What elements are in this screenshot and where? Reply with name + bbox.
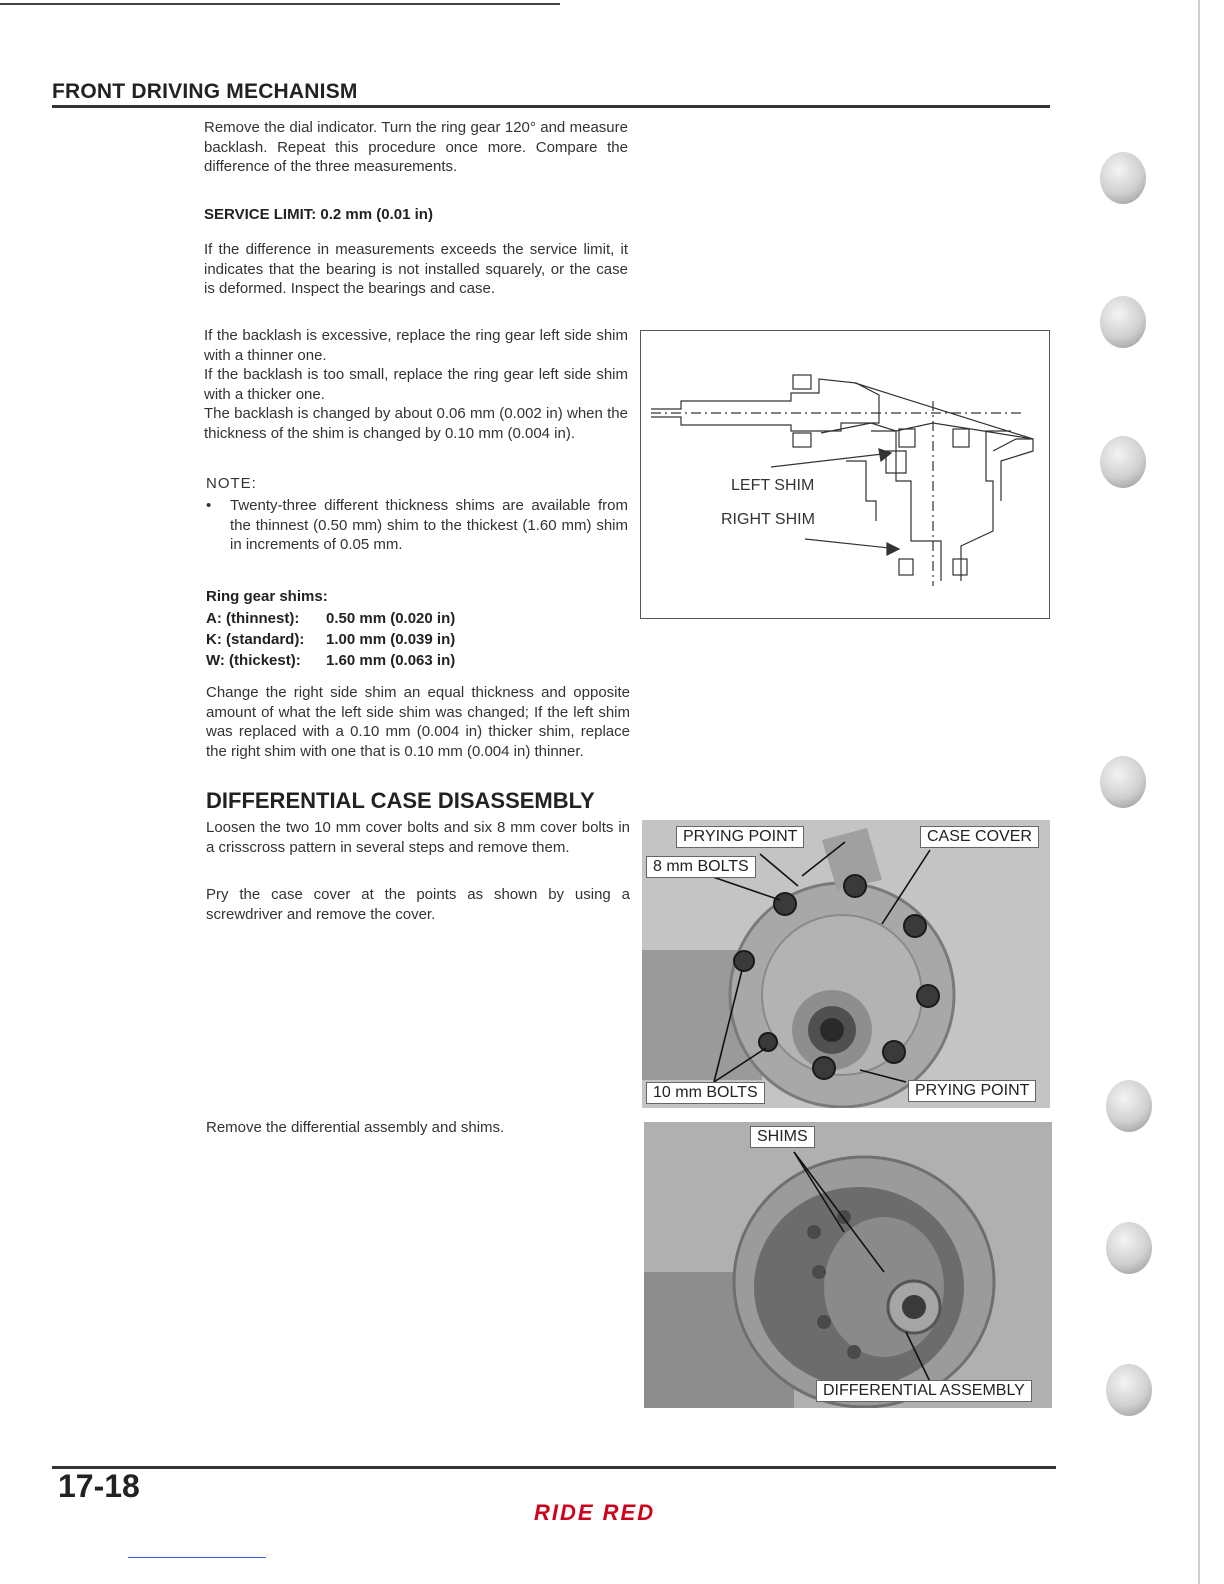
shim-row <box>206 608 455 629</box>
paragraph-remove-differential: Remove the differential assembly and shims. <box>206 1119 505 1136</box>
shims-label: SHIMS <box>750 1126 815 1148</box>
page-number: 17-18 <box>58 1468 140 1504</box>
paragraph-backlash-small: If the backlash is too small, replace the ring gear left side shim with a thicker one. <box>204 366 628 403</box>
binder-hole-3 <box>1100 436 1146 488</box>
binder-hole-4 <box>1100 756 1146 808</box>
bullet: • <box>206 497 212 514</box>
section-header-title: FRONT DRIVING MECHANISM <box>52 80 358 103</box>
case-cover-photo <box>642 820 1050 1108</box>
note-item <box>206 496 628 555</box>
footer-rule <box>52 1466 1056 1469</box>
differential-assembly-photo-image <box>644 1122 1052 1408</box>
prying-point-bottom-label: PRYING POINT <box>908 1080 1036 1102</box>
paragraph-remove-dial-indicator: Remove the dial indicator. Turn the ring gear 120° and measure backlash. Repeat this procedure once more. Compare the difference of the three measurements. <box>204 119 628 176</box>
shim-key: W: (thickest): <box>206 652 301 669</box>
paragraph-pry-cover: Pry the case cover at the points as shown by using a screwdriver and remove the cover. <box>206 886 630 923</box>
differential-assembly-photo <box>644 1122 1052 1408</box>
shims-list <box>206 608 455 671</box>
shim-row <box>206 650 455 671</box>
section-title-disassembly: DIFFERENTIAL CASE DISASSEMBLY <box>206 788 595 813</box>
left-shim-label: LEFT SHIM <box>731 477 815 494</box>
shim-row <box>206 629 455 650</box>
page-edge <box>1198 0 1200 1584</box>
shim-value: 0.50 mm (0.020 in) <box>326 610 456 627</box>
case-cover-label: CASE COVER <box>920 826 1039 848</box>
binder-hole-6 <box>1106 1222 1152 1274</box>
binder-hole-5 <box>1106 1080 1152 1132</box>
right-shim-label: RIGHT SHIM <box>721 511 815 528</box>
shim-key: K: (standard): <box>206 631 305 648</box>
brand-logo: RIDE RED <box>534 1500 656 1525</box>
paragraph-loosen-bolts: Loosen the two 10 mm cover bolts and six 8 mm cover bolts in a crisscross pattern in several steps and remove them. <box>206 819 630 856</box>
paragraph-backlash-change: The backlash is changed by about 0.06 mm (0.002 in) when the thickness of the shim is changed by 0.10 mm (0.004 in). <box>204 405 628 442</box>
binder-hole-7 <box>1106 1364 1152 1416</box>
bottom-underline <box>128 1557 266 1558</box>
prying-point-top-label: PRYING POINT <box>676 826 804 848</box>
binder-hole-1 <box>1100 152 1146 204</box>
header-rule <box>52 105 1050 108</box>
shim-value: 1.60 mm (0.063 in) <box>326 652 456 669</box>
differential-assembly-label: DIFFERENTIAL ASSEMBLY <box>816 1380 1032 1402</box>
top-edge-line <box>0 3 560 5</box>
shim-diagram <box>640 330 1050 619</box>
shim-value: 1.00 mm (0.039 in) <box>326 631 456 648</box>
differential-cross-section-drawing <box>641 331 1049 618</box>
shim-key: A: (thinnest): <box>206 610 300 627</box>
paragraph-backlash-excessive: If the backlash is excessive, replace the ring gear left side shim with a thinner one. <box>204 327 628 364</box>
note-label: NOTE: <box>206 475 257 492</box>
10mm-bolts-label: 10 mm BOLTS <box>646 1082 765 1104</box>
paragraph-difference: If the difference in measurements exceeds the service limit, it indicates that the bearing is not installed squarely, or the case is deformed. Inspect the bearings and case. <box>204 241 628 298</box>
8mm-bolts-label: 8 mm BOLTS <box>646 856 756 878</box>
shims-title: Ring gear shims: <box>206 588 328 605</box>
binder-hole-2 <box>1100 296 1146 348</box>
note-text: Twenty-three different thickness shims are available from the thinnest (0.50 mm) shim to the thickest (1.60 mm) shim in increments of 0.05 mm. <box>230 497 628 554</box>
paragraph-right-shim: Change the right side shim an equal thickness and opposite amount of what the left side shim was changed; If the left shim was replaced with a 0.10 mm (0.004 in) thicker shim, replace the right shim with one that is 0.10 mm (0.004 in) thinner. <box>206 684 630 760</box>
service-limit: SERVICE LIMIT: 0.2 mm (0.01 in) <box>204 206 433 223</box>
